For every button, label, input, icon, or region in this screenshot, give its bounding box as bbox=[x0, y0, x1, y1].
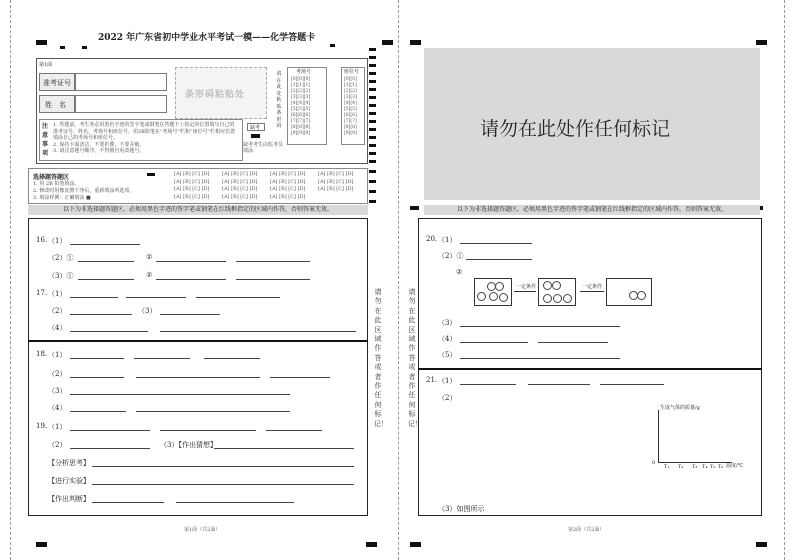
answer-line[interactable] bbox=[528, 384, 590, 385]
option-row[interactable]: [A] [B] [C] [D] bbox=[270, 186, 306, 192]
atom-icon bbox=[637, 291, 646, 300]
timing-mark bbox=[36, 40, 47, 45]
answer-line[interactable] bbox=[466, 259, 532, 260]
q17-part: （2） bbox=[48, 307, 67, 315]
x-tick: T₁ bbox=[664, 464, 670, 470]
answer-line[interactable] bbox=[70, 244, 140, 245]
q19-number: 19. bbox=[36, 422, 48, 430]
answer-line[interactable] bbox=[134, 358, 190, 359]
arrow-icon bbox=[514, 291, 536, 292]
q16-part: （1） bbox=[48, 237, 67, 245]
q21-part: （1） bbox=[438, 377, 457, 385]
answer-line[interactable] bbox=[78, 279, 134, 280]
q16-part: （3）① bbox=[48, 272, 74, 280]
barcode-label: 条形码粘贴处 bbox=[185, 90, 246, 100]
choice-group-1[interactable] bbox=[174, 171, 210, 201]
answer-line[interactable] bbox=[460, 384, 516, 385]
answer-line[interactable] bbox=[70, 331, 148, 332]
timing-mark bbox=[369, 64, 376, 67]
choice-note: 3. 填涂样例：正确填涂 ■ bbox=[33, 195, 91, 201]
q19-analysis: 【分析思考】 bbox=[48, 459, 90, 467]
answer-line[interactable] bbox=[160, 314, 220, 315]
choice-group-4[interactable] bbox=[318, 171, 354, 194]
x-tick: T₆ bbox=[718, 464, 724, 470]
notes-text bbox=[53, 122, 239, 155]
name-label: 姓 名 bbox=[45, 101, 66, 109]
option-row[interactable]: [A] [B] [C] [D] bbox=[222, 186, 258, 192]
timing-mark bbox=[369, 180, 376, 183]
q20-part: ② bbox=[456, 268, 463, 276]
answer-line[interactable] bbox=[270, 377, 330, 378]
q18-number: 18. bbox=[36, 350, 48, 358]
atom-icon bbox=[543, 281, 552, 290]
atom-icon bbox=[563, 294, 572, 303]
no-mark-text: 请勿在此处作任何标记 bbox=[480, 118, 671, 140]
y-axis bbox=[658, 410, 659, 462]
x-tick: T₅ bbox=[710, 464, 716, 470]
answer-line[interactable] bbox=[538, 342, 608, 343]
fold-line bbox=[784, 0, 785, 560]
q18-part: （4） bbox=[48, 404, 67, 412]
notes-box bbox=[39, 119, 243, 161]
molecule-box-2 bbox=[538, 278, 576, 306]
q21-number: 21. bbox=[426, 376, 438, 384]
timing-mark bbox=[369, 136, 376, 139]
q20-number: 20. bbox=[426, 235, 438, 243]
answer-line[interactable] bbox=[136, 411, 290, 412]
missing-note: 缺考考生由监考员填涂 bbox=[243, 142, 284, 154]
x-axis bbox=[658, 462, 732, 463]
q16-number: 16. bbox=[36, 236, 48, 244]
q18-part: （2） bbox=[48, 370, 67, 378]
candidate-info-block bbox=[36, 58, 368, 164]
timing-mark bbox=[369, 104, 376, 107]
timing-mark bbox=[756, 40, 767, 45]
reaction-condition: 一定条件 bbox=[582, 284, 603, 290]
option-row[interactable]: [A] [B] [C] [D] bbox=[222, 193, 258, 200]
nonchoice-instruction: 以下为非选择题答题区，必须用黑色字迹的签字笔或钢笔在红线框指定的区域内作答，否则答案无效。 bbox=[28, 205, 368, 215]
timing-mark bbox=[410, 40, 421, 45]
missing-label: 缺考 bbox=[250, 125, 261, 131]
answer-line[interactable] bbox=[160, 331, 356, 332]
gutter-warning: 请勿在此区域作答或者作任何标记！ bbox=[408, 288, 422, 428]
option-row[interactable]: [A] [B] [C] [D] bbox=[318, 171, 354, 177]
answer-line[interactable] bbox=[156, 279, 226, 280]
digit-bubbles[interactable]: [0][0] [1][1] [2][2] [3][3] [4][4] [5][5] [6][6] [7][7] [8][8] [9][9] bbox=[344, 77, 357, 136]
origin-label: 0 bbox=[652, 460, 656, 466]
sheet-title: 2022 年广东省初中学业水平考试一模——化学答题卡 bbox=[98, 33, 316, 43]
q16-part: ② bbox=[146, 253, 153, 261]
note-item: 2. 保持卡面清洁，不要折叠，不要弄破。 bbox=[53, 141, 145, 148]
gutter-warning: 请勿在此区域作答或者作任何标记！ bbox=[374, 288, 388, 428]
answer-line[interactable] bbox=[70, 394, 290, 395]
q20-part: （5） bbox=[438, 351, 457, 359]
timing-mark bbox=[369, 96, 376, 99]
atom-icon bbox=[489, 292, 498, 301]
choice-group-3[interactable] bbox=[270, 171, 306, 201]
molecule-box-1 bbox=[474, 278, 512, 306]
timing-mark bbox=[369, 112, 376, 115]
q20-part: （4） bbox=[438, 335, 457, 343]
timing-mark bbox=[382, 40, 393, 45]
note-item: 1. 答题前，考生务必用黑色字迹的签字笔或钢笔在答题卡上指定的位置填写自己的准考证号、姓名、考场号和座位号，用2B铅笔在“考场号”栏和“座位号”栏相应位置填涂自己的考场号和座位号。 bbox=[53, 122, 236, 141]
answer-frame-left bbox=[28, 218, 368, 516]
q19-judgement: 【作出判断】 bbox=[48, 495, 90, 503]
barcode-area bbox=[175, 67, 267, 119]
answer-line[interactable] bbox=[70, 448, 150, 449]
choice-note: 1. 用 2B 铅笔填涂。 bbox=[33, 181, 80, 187]
answer-line[interactable] bbox=[460, 326, 620, 327]
arrow-icon bbox=[580, 291, 604, 292]
q16-part: （2）① bbox=[48, 254, 74, 262]
q17-part: （1） bbox=[48, 290, 67, 298]
choice-group-2[interactable] bbox=[222, 171, 258, 201]
timing-mark bbox=[36, 542, 47, 547]
page-footer: 第2面（共2面） bbox=[568, 527, 605, 533]
timing-mark bbox=[369, 56, 376, 59]
missing-bubble[interactable] bbox=[251, 134, 260, 138]
timing-mark bbox=[369, 88, 376, 91]
q19-part: （3）【作出猜想】 bbox=[160, 441, 217, 449]
option-row[interactable]: [A] [B] [C] [D] bbox=[174, 171, 210, 177]
q18-part: （1） bbox=[48, 351, 67, 359]
answer-line[interactable] bbox=[176, 502, 294, 503]
molecule-box-3 bbox=[606, 278, 652, 306]
option-row[interactable]: [A] [B] [C] [D] bbox=[270, 193, 306, 200]
timing-mark bbox=[756, 542, 767, 547]
timing-mark bbox=[369, 128, 376, 131]
x-tick: T₃ bbox=[692, 464, 698, 470]
timing-mark bbox=[369, 80, 376, 83]
q21-part: （2） bbox=[438, 394, 457, 402]
q17-part: （4） bbox=[48, 324, 67, 332]
answer-line[interactable] bbox=[92, 484, 354, 485]
answer-line[interactable] bbox=[126, 297, 186, 298]
q21-part: （3）如图所示 bbox=[438, 505, 485, 513]
timing-mark bbox=[147, 173, 155, 176]
choice-answer-area bbox=[28, 168, 368, 204]
option-row[interactable]: [A] [B] [C] [D] bbox=[222, 171, 258, 177]
answer-line[interactable] bbox=[600, 384, 664, 385]
sheet-tag: 第1面 bbox=[39, 62, 53, 68]
q20-part: （1） bbox=[438, 236, 457, 244]
x-tick: T₄ bbox=[702, 464, 708, 470]
timing-mark bbox=[369, 48, 376, 51]
divider bbox=[28, 340, 368, 342]
atom-icon bbox=[553, 294, 562, 303]
answer-line[interactable] bbox=[70, 377, 124, 378]
nonchoice-instruction: 以下为非选择题答题区，必须用黑色字迹的签字笔或钢笔在红线框指定的区域内作答，否则答案无效。 bbox=[424, 205, 760, 215]
atom-icon bbox=[543, 294, 552, 303]
answer-frame-right bbox=[418, 218, 762, 516]
timing-mark bbox=[369, 190, 376, 193]
q17-part: （3） bbox=[138, 307, 157, 315]
timing-mark bbox=[369, 72, 376, 75]
timing-mark bbox=[369, 152, 376, 155]
atom-icon bbox=[552, 281, 561, 290]
q19-part: （1） bbox=[48, 423, 67, 431]
atom-icon bbox=[499, 293, 508, 302]
answer-line[interactable] bbox=[204, 358, 260, 359]
answer-line[interactable] bbox=[136, 377, 260, 378]
answer-line[interactable] bbox=[236, 261, 310, 262]
answer-line[interactable] bbox=[460, 243, 532, 244]
answer-line[interactable] bbox=[196, 297, 280, 298]
answer-line[interactable] bbox=[156, 261, 226, 262]
timing-mark bbox=[369, 170, 376, 173]
timing-mark bbox=[410, 206, 419, 210]
timing-mark bbox=[369, 144, 376, 147]
answer-line[interactable] bbox=[70, 430, 150, 431]
q20-part: （2）① bbox=[438, 252, 464, 260]
answer-line[interactable] bbox=[70, 358, 124, 359]
seat-no-grid[interactable] bbox=[341, 67, 365, 145]
answer-line[interactable] bbox=[214, 448, 354, 449]
answer-line[interactable] bbox=[160, 430, 256, 431]
name-field[interactable] bbox=[75, 95, 167, 113]
no-mark-area bbox=[424, 48, 760, 200]
answer-line[interactable] bbox=[70, 314, 132, 315]
timing-mark bbox=[369, 120, 376, 123]
id-label: 准考证号 bbox=[43, 79, 71, 87]
q19-experiment: 【进行实验】 bbox=[48, 477, 90, 485]
option-row[interactable]: [A] [B] [C] [D] bbox=[318, 186, 354, 192]
option-row[interactable]: [A] [B] [C] [D] bbox=[270, 171, 306, 177]
option-row[interactable]: [A] [B] [C] [D] bbox=[270, 178, 306, 185]
timing-mark bbox=[369, 160, 376, 163]
timing-mark bbox=[369, 200, 376, 203]
q18-part: （3） bbox=[48, 387, 67, 395]
q19-part: （2） bbox=[48, 441, 67, 449]
fold-line bbox=[398, 0, 399, 560]
answer-line[interactable] bbox=[78, 261, 134, 262]
answer-line[interactable] bbox=[70, 411, 126, 412]
reaction-condition: 一定条件 bbox=[516, 284, 537, 290]
answer-line[interactable] bbox=[266, 430, 322, 431]
answer-line[interactable] bbox=[460, 358, 620, 359]
option-row[interactable]: [A] [B] [C] [D] bbox=[174, 186, 210, 192]
choice-note: 2. 修改时用橡皮擦干净后，重新填涂所选项。 bbox=[33, 188, 135, 194]
exam-no-grid[interactable] bbox=[287, 67, 327, 145]
q17-number: 17. bbox=[36, 289, 48, 297]
atom-icon bbox=[495, 282, 504, 291]
q20-part: （3） bbox=[438, 319, 457, 327]
note-item: 3. 请注意题号顺序，不得擅自更改题号。 bbox=[53, 148, 145, 154]
exam-no-label: 考场号 bbox=[296, 69, 312, 75]
seat-no-label: 座位号 bbox=[344, 69, 360, 75]
x-tick: T₂ bbox=[678, 464, 684, 470]
atom-icon bbox=[477, 292, 486, 301]
answer-line[interactable] bbox=[92, 502, 164, 503]
answer-line[interactable] bbox=[70, 297, 118, 298]
y-axis-label: 生成气体的质量/g bbox=[660, 405, 700, 411]
timing-mark bbox=[60, 46, 65, 49]
page-footer: 第1面（共2面） bbox=[184, 527, 221, 533]
option-row[interactable]: [A] [B] [C] [D] bbox=[222, 178, 258, 185]
choice-title: 选择题答题区 bbox=[33, 174, 70, 181]
digit-bubbles[interactable]: [0][0][0] [1][1][1] [2][2][2] [3][3][3] [4][4][4] [5][5][5] [6][6][6] [7][7][7] [8][8][8] [9][9][9] bbox=[291, 77, 311, 136]
timing-mark bbox=[82, 46, 87, 49]
choice-notes bbox=[33, 181, 134, 202]
fold-line bbox=[10, 0, 11, 560]
answer-line[interactable] bbox=[460, 342, 528, 343]
barcode-vertical-note: 请在此处粘贴条形码 bbox=[276, 71, 282, 129]
option-row[interactable]: [A] [B] [C] [D] bbox=[318, 178, 354, 185]
q16-part: ② bbox=[146, 271, 153, 279]
timing-mark bbox=[330, 44, 335, 47]
answer-line[interactable] bbox=[236, 279, 310, 280]
answer-line[interactable] bbox=[92, 466, 354, 467]
notes-title: 注意事项 bbox=[41, 123, 48, 157]
timing-mark bbox=[366, 542, 377, 547]
option-row[interactable]: [A] [B] [C] [D] bbox=[174, 178, 210, 185]
divider bbox=[418, 368, 762, 370]
id-field[interactable] bbox=[75, 73, 167, 91]
option-row[interactable]: [A] [B] [C] [D] bbox=[174, 193, 210, 200]
timing-mark bbox=[410, 542, 421, 547]
x-axis-label: 温度/℃ bbox=[726, 463, 744, 469]
